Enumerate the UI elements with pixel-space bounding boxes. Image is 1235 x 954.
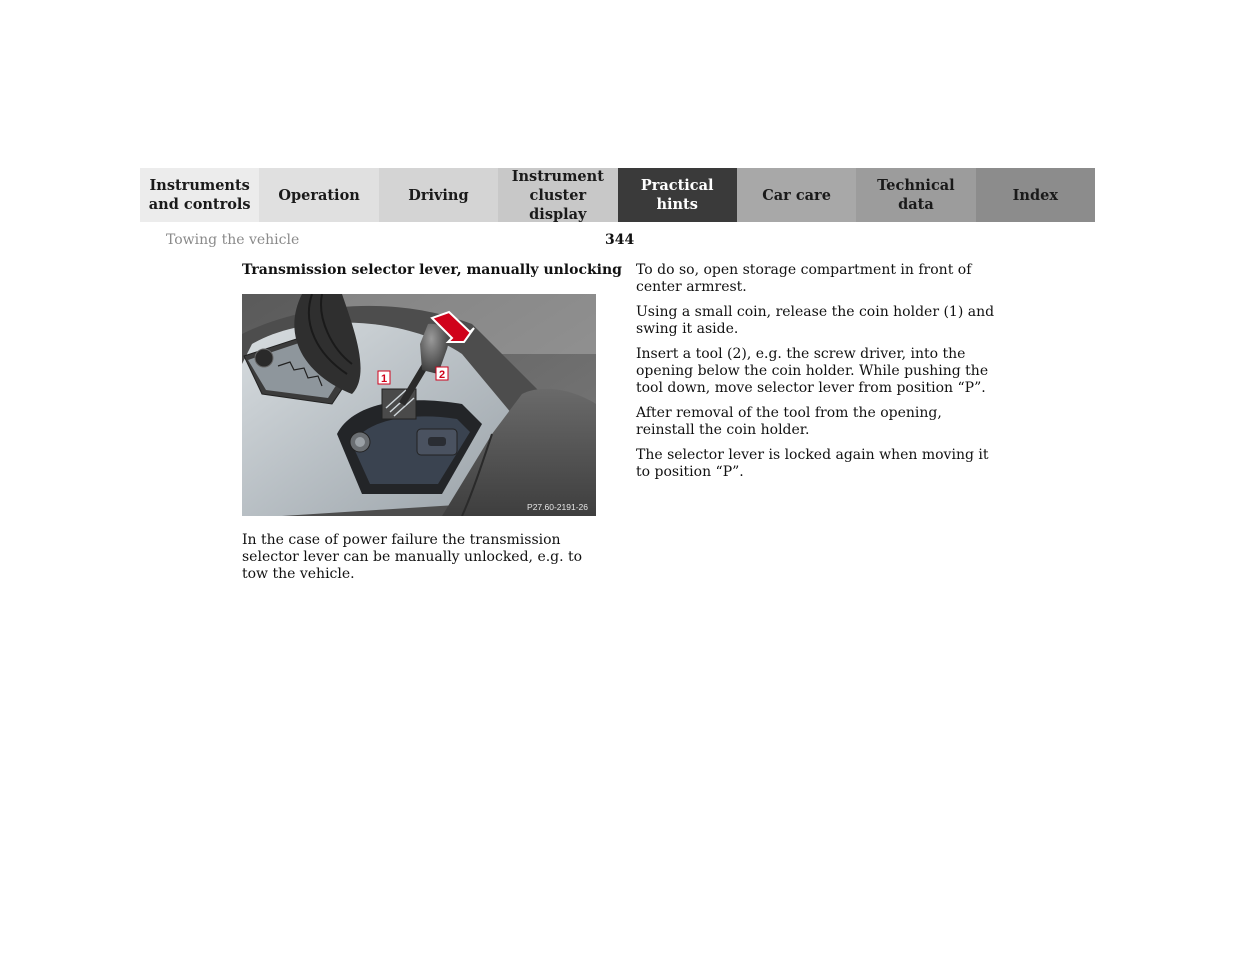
image-code: P27.60-2191-26 xyxy=(527,502,588,512)
tab-operation[interactable] xyxy=(259,168,378,222)
tab-instrument-cluster-display[interactable] xyxy=(498,168,617,222)
tab-label: Driving xyxy=(408,186,469,204)
instruction-paragraph: Insert a tool (2), e.g. the screw driver, into the opening below the coin holder. While pushing the tool down, move selector lever from position “P”. xyxy=(636,346,989,396)
tab-label: Car care xyxy=(762,186,831,204)
tab-label: Index xyxy=(1012,186,1058,204)
tab-instruments-and-controls[interactable] xyxy=(140,168,259,222)
chapter-navigation xyxy=(140,168,1095,222)
tab-label: Operation xyxy=(278,186,360,204)
instruction-paragraph: Using a small coin, release the coin holder (1) and swing it aside. xyxy=(636,304,995,337)
selector-lever-illustration xyxy=(242,294,596,516)
tab-label: Instruments and controls xyxy=(148,177,251,213)
tab-index[interactable] xyxy=(976,168,1095,222)
instructions-column xyxy=(636,262,998,489)
tab-technical-data[interactable] xyxy=(856,168,975,222)
figure-caption: In the case of power failure the transmission selector lever can be manually unlocked, e.g. to tow the vehicle. xyxy=(242,532,583,582)
tab-label: Practical hints xyxy=(640,177,714,213)
callout-2-label: 2 xyxy=(438,369,446,381)
tab-driving[interactable] xyxy=(379,168,498,222)
tab-practical-hints[interactable] xyxy=(618,168,737,222)
callout-1-label: 1 xyxy=(380,373,388,385)
callout-2 xyxy=(436,367,448,381)
tab-car-care[interactable] xyxy=(737,168,856,222)
instruction-paragraph: After removal of the tool from the opening, reinstall the coin holder. xyxy=(636,405,942,438)
tab-label: Instrument cluster display xyxy=(511,167,604,223)
tab-label: Technical data xyxy=(877,177,955,213)
section-title: Towing the vehicle xyxy=(166,232,300,248)
page-number: 344 xyxy=(605,232,635,248)
callout-1 xyxy=(378,371,390,385)
page-heading: Transmission selector lever, manually unlocking xyxy=(242,262,622,278)
instruction-paragraph: The selector lever is locked again when moving it to position “P”. xyxy=(636,447,989,480)
instruction-paragraph: To do so, open storage compartment in front of center armrest. xyxy=(636,262,972,295)
